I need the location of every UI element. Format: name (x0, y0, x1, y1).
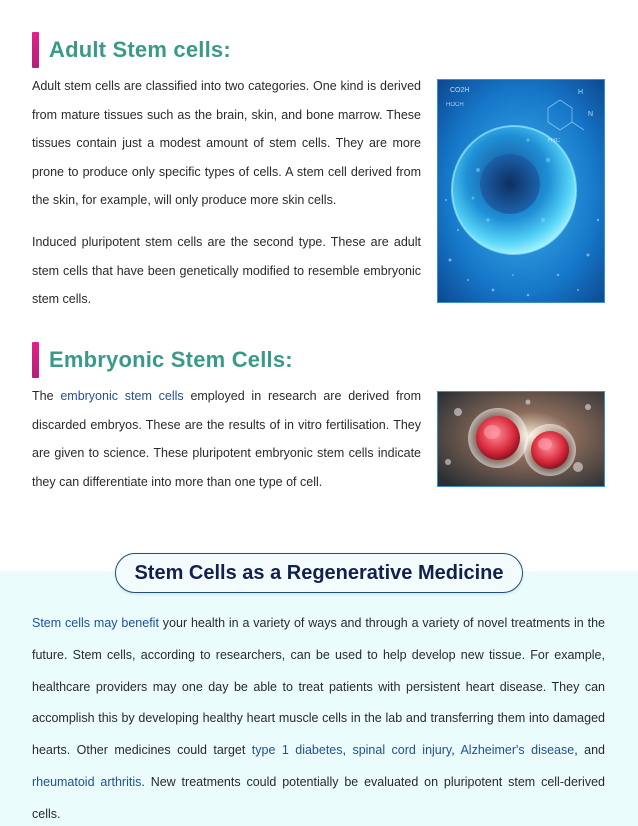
heading-accent-bar (32, 32, 39, 68)
regenerative-paragraph (32, 608, 605, 826)
text-segment: your health in a variety of ways and through a variety of novel treatments in the future. Stem cells, according to researchers, can be used to help develop new tissue. For example, healthcare providers may one day be able to treat patients with persistent heart disease. They can accomplish this by developing healthy heart muscle cells in the lab and transferring them into damaged hearts. Other medicines could target (32, 616, 605, 758)
cell-illustration (438, 80, 605, 303)
adult-paragraph-1: Adult stem cells are classified into two categories. One kind is derived from mature tissues such as the brain, skin, and bone marrow. These tissues contain just a modest amount of stem cells. They are more prone to produce only specific types of cells. A stem cell derived from the skin, for example, will only produce more skin cells. (32, 79, 421, 207)
adult-stem-cells-heading (32, 32, 231, 68)
regenerative-medicine-heading (115, 553, 523, 593)
regenerative-medicine-title: Stem Cells as a Regenerative Medicine (134, 561, 504, 584)
embryonic-stem-cells-heading (32, 342, 293, 378)
text-segment: The (32, 389, 61, 403)
formula-label: H3C (548, 138, 561, 144)
formula-label: N (588, 111, 594, 118)
type-1-diabetes-link[interactable]: type 1 diabetes (251, 743, 343, 758)
embryo-image (437, 391, 605, 487)
adult-stem-cell-image (437, 79, 605, 303)
text-segment: , (451, 743, 461, 758)
text-segment: employed in research are derived from discarded embryos. These are the results of in vitro fertilisation. They are given to science. These pluripotent embryonic stem cells indicate they can differentiate into more than one type of cell. (32, 389, 421, 489)
text-segment: . New treatments could potentially be evaluated on pluripotent stem cell-derived cells. (32, 774, 605, 821)
alzheimers-disease-link[interactable]: Alzheimer's disease (460, 743, 575, 758)
embryonic-paragraph (32, 382, 421, 496)
formula-label: HOCH (446, 102, 464, 108)
rheumatoid-arthritis-link[interactable]: rheumatoid arthritis (32, 774, 142, 789)
embryo-illustration (438, 392, 605, 487)
adult-paragraph-2: Induced pluripotent stem cells are the second type. These are adult stem cells that have been genetically modified to resemble embryonic stem cells. (32, 235, 421, 306)
stem-cells-benefit-link[interactable]: Stem cells may benefit (32, 616, 159, 630)
spinal-cord-injury-link[interactable]: spinal cord injury (352, 743, 452, 758)
embryonic-stem-cells-link[interactable]: embryonic stem cells (60, 389, 184, 403)
formula-label: CO2H (450, 87, 470, 94)
heading-title: Embryonic Stem Cells: (49, 347, 293, 372)
text-segment: , (342, 743, 353, 758)
formula-label: H (578, 89, 584, 96)
heading-title: Adult Stem cells: (49, 37, 231, 62)
heading-accent-bar (32, 342, 39, 378)
text-segment: , and (574, 743, 605, 758)
